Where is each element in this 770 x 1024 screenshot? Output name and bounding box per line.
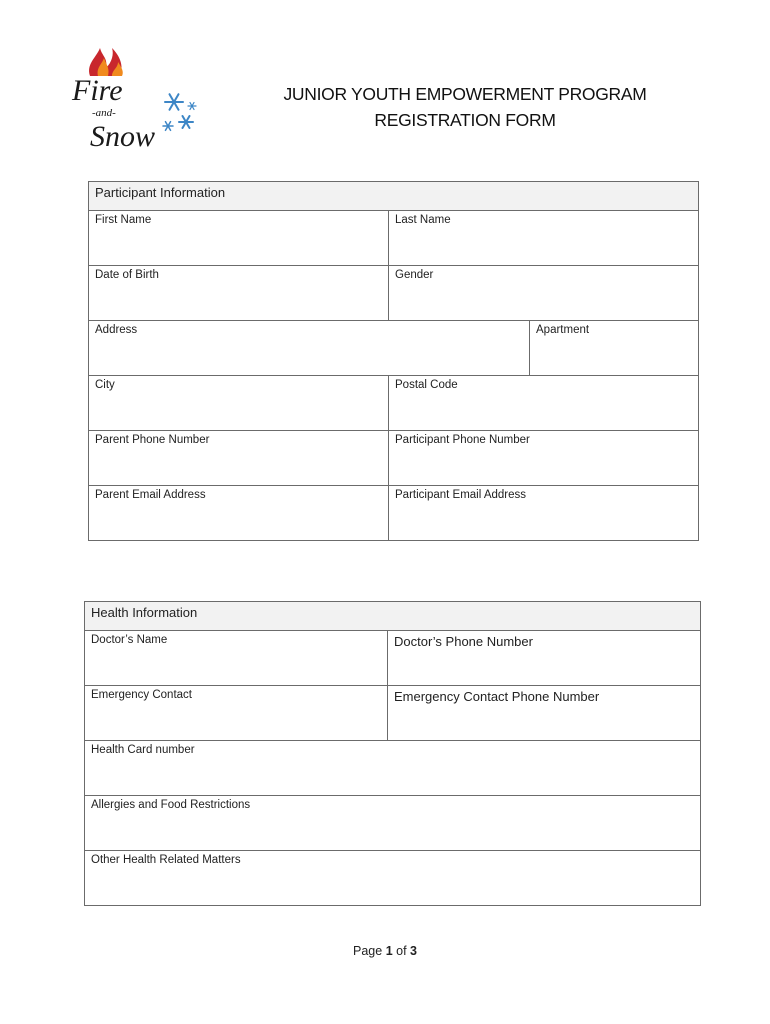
form-title-line1: JUNIOR YOUTH EMPOWERMENT PROGRAM: [283, 84, 647, 104]
page-number: [0, 944, 770, 958]
logo-word-fire: Fire: [72, 74, 123, 107]
postal-code-field[interactable]: Postal Code: [389, 376, 699, 431]
form-title-line2: REGISTRATION FORM: [374, 110, 556, 130]
logo-word-and: -and-: [92, 107, 116, 119]
date-of-birth-field[interactable]: Date of Birth: [89, 266, 389, 321]
fire-and-snow-logo: [62, 42, 202, 160]
health-card-field[interactable]: Health Card number: [85, 741, 701, 796]
parent-phone-field[interactable]: Parent Phone Number: [89, 431, 389, 486]
gender-field[interactable]: Gender: [389, 266, 699, 321]
participant-information-table: [88, 181, 699, 541]
participant-email-field[interactable]: Participant Email Address: [389, 486, 699, 541]
snowflake-icon: [163, 94, 196, 130]
participant-section-header: Participant Information: [89, 182, 699, 211]
emergency-phone-field[interactable]: Emergency Contact Phone Number: [388, 686, 701, 741]
emergency-contact-field[interactable]: Emergency Contact: [85, 686, 388, 741]
last-name-field[interactable]: Last Name: [389, 211, 699, 266]
page-word: Page: [353, 944, 383, 958]
current-page: 1: [385, 944, 393, 958]
health-section-header: Health Information: [85, 602, 701, 631]
doctor-phone-field[interactable]: Doctor’s Phone Number: [388, 631, 701, 686]
other-health-field[interactable]: Other Health Related Matters: [85, 851, 701, 906]
participant-phone-field[interactable]: Participant Phone Number: [389, 431, 699, 486]
allergies-field[interactable]: Allergies and Food Restrictions: [85, 796, 701, 851]
parent-email-field[interactable]: Parent Email Address: [89, 486, 389, 541]
city-field[interactable]: City: [89, 376, 389, 431]
doctor-name-field[interactable]: Doctor’s Name: [85, 631, 388, 686]
health-information-table: [84, 601, 701, 906]
logo-word-snow: Snow: [90, 120, 156, 153]
first-name-field[interactable]: First Name: [89, 211, 389, 266]
address-field[interactable]: Address: [89, 321, 530, 376]
total-pages: 3: [410, 944, 417, 958]
flame-icon: [89, 48, 123, 76]
of-word: of: [396, 944, 407, 958]
apartment-field[interactable]: Apartment: [530, 321, 699, 376]
